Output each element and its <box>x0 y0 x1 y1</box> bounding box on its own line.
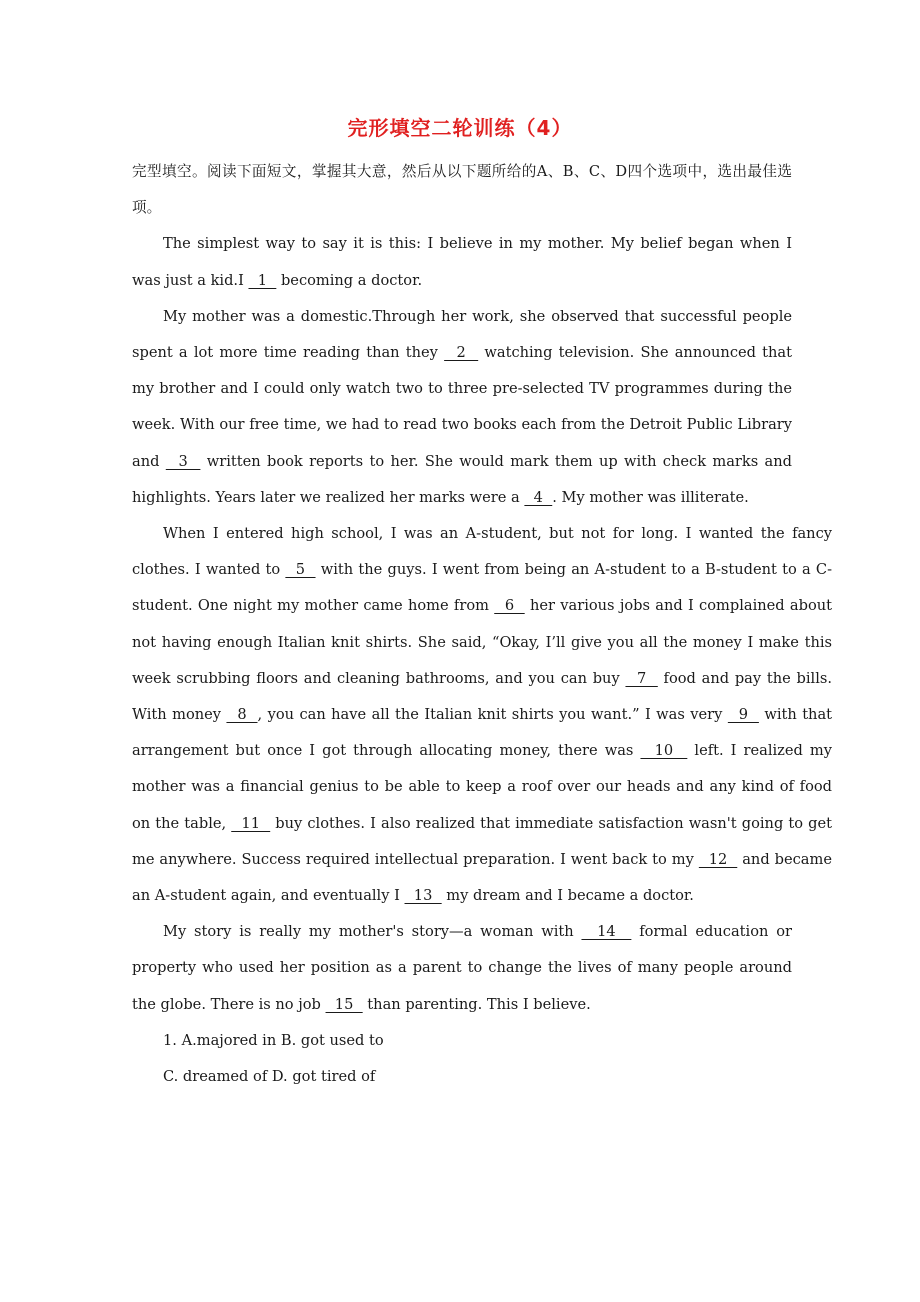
blank-6[interactable]: 6 <box>494 597 525 615</box>
question-1-options-cd: C. dreamed of D. got tired of <box>163 1068 376 1086</box>
blank-5[interactable]: 5 <box>285 561 316 579</box>
blank-3[interactable]: 3 <box>165 452 201 470</box>
document-body <box>132 154 833 1095</box>
blank-1[interactable]: 1 <box>248 271 277 289</box>
blank-13[interactable]: 13 <box>404 887 442 905</box>
blank-11[interactable]: 11 <box>231 814 271 832</box>
paragraph-3: When I entered high school, I was an A-student, but not for long. I wanted the fancy clothes. I wanted to 5 with the guys. I went from being an A-student to a B-student to a C-student. One night my mother came home from 6 her various jobs and I complained about not having enough Italian knit shirts. She said, “Okay, I’ll give you all the money I make this week scrubbing floors and cleaning bathrooms, and you can buy 7 food and pay the bills. With money 8 , you can have all the Italian knit shirts you want.” I was very 9 with that arrangement but once I got through allocating money, there was 10 left. I realized my mother was a financial genius to be able to keep a roof over our heads and any kind of food on the table, 11 buy clothes. I also realized that immediate satisfaction wasn't going to get me anywhere. Success required intellectual preparation. I went back to my 12 and became an A-student again, and eventually I 13 my dream and I became a doctor. <box>132 525 833 905</box>
paragraph-1: The simplest way to say it is this: I believe in my mother. My belief began when I was just a kid.I 1 becoming a doctor. <box>132 235 792 289</box>
blank-14[interactable]: 14 <box>581 923 632 941</box>
question-1-options-ab: 1. A.majored in B. got used to <box>163 1031 384 1049</box>
blank-4[interactable]: 4 <box>524 488 553 506</box>
blank-9[interactable]: 9 <box>727 706 759 724</box>
instructions: 完型填空。阅读下面短文，掌握其大意，然后从以下题所给的A、B、C、D四个选项中，选出最佳选项。 <box>132 163 792 217</box>
document-title: 完形填空二轮训练（4） <box>347 116 573 140</box>
paragraph-2: My mother was a domestic.Through her work, she observed that successful people spent a lot more time reading than they 2 watching television. She announced that my brother and I could only watch two to three pre-selected TV programmes during the week. With our free time, we had to read two books each from the Detroit Public Library and 3 written book reports to her. She would mark them up with check marks and highlights. Years later we realized her marks were a 4 . My mother was illiterate. <box>132 307 792 506</box>
paragraph-4: My story is really my mother's story—a woman with 14 formal education or property who used her position as a parent to change the lives of many people around the globe. There is no job 15 than parenting. This I believe. <box>132 923 792 1013</box>
blank-12[interactable]: 12 <box>698 850 738 868</box>
blank-2[interactable]: 2 <box>444 344 479 362</box>
blank-15[interactable]: 15 <box>325 995 363 1013</box>
blank-8[interactable]: 8 <box>226 706 258 724</box>
blank-10[interactable]: 10 <box>640 742 688 760</box>
blank-7[interactable]: 7 <box>625 669 658 687</box>
